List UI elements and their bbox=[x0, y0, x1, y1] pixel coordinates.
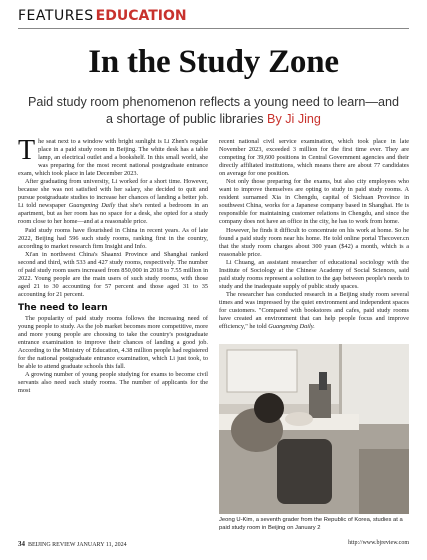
deck-text: Paid study room phenomenon reflects a young need to learn—and a shortage of public libraries bbox=[27, 95, 400, 126]
section-sublabel: EDUCATION bbox=[95, 8, 187, 24]
drop-cap: T bbox=[18, 135, 36, 166]
paragraph: Not only those preparing for the exams, but also city employees who want to improve themselves are opting to study in paid study rooms. A resident surnamed Xia in Chengdu, capital of Sichuan Province in southwest China, works for a Japanese company based in Shanghai. He is responsible for maintaining customer relations in Chengdu, and since the company does not have an office in the city, he has to work from home. bbox=[219, 178, 409, 226]
header-rule bbox=[18, 28, 409, 29]
byline: By Ji Jing bbox=[267, 112, 321, 126]
paragraph: Paid study rooms have flourished in China in recent years. As of late 2022, Beijing had 596 such study rooms, ranking first in the country, according to market research firm Insight and Info. bbox=[18, 226, 208, 250]
paragraph: After graduating from university, Li worked for a short time. However, because she was not satisfied with her salary, she decided to quit and pursue postgraduate studies to increase her chances of landing a better job. Li told newspaper Guangming Daily that she's rented a bedroom in an apartment, but as her room has no space for a desk, she opted for a study room close to her home—and at a reasonable price. bbox=[18, 178, 208, 226]
paragraph: recent national civil service examination, which took place in late November 2023, exceeded 3 million for the first time ever. They are competing for 39,600 positions in Central Government agencies and their directly affiliated institutions, which means there are about 77 candidates on average for one position. bbox=[219, 138, 409, 178]
footer-left bbox=[18, 540, 127, 548]
paragraph: The seat next to a window with bright sunlight is Li Zhen's regular place in a paid study room in Beijing. The white desk has a table lamp, an electrical outlet and a bookshelf. In this small world, she was preparing for the most recent national postgraduate entrance exam, which took place in late December 2023. bbox=[18, 135, 208, 178]
page-number: 34 bbox=[18, 540, 25, 548]
page-footer bbox=[18, 540, 409, 548]
subheading: The need to learn bbox=[18, 302, 108, 313]
section-header bbox=[18, 8, 187, 24]
column-2 bbox=[219, 138, 409, 331]
website-url: http://www.bjreview.com bbox=[348, 540, 409, 546]
article-photo bbox=[219, 344, 409, 514]
paragraph: The researcher has conducted research in a Beijing study room several times and was impressed by the quiet environment and independent spaces for customers. "Compared with bookstores and cafes, paid study rooms have created an environment that can help people focus and improve efficiency," he told Guangming Daily. bbox=[219, 290, 409, 331]
paragraph: The popularity of paid study rooms follows the increasing need of young people to study. As the job market becomes more competitive, more and more young people are choosing to take the country's postgraduate entrance examination to improve their chances of landing a good job. According to the Ministry of Education, 4.38 million people had registered for the national postgraduate entrance examination, which Li just took, to be able to attend graduate schools this fall. bbox=[18, 314, 208, 371]
paragraph: A growing number of young people studying for exams to become civil servants also need such study rooms. The number of applicants for the most bbox=[18, 371, 208, 395]
study-room-photo bbox=[219, 344, 409, 514]
section-label: FEATURES bbox=[18, 8, 94, 24]
photo-caption: Jeong U-Kim, a seventh grader from the Republic of Korea, studies at a paid study room in Beijing on January 2 bbox=[219, 517, 403, 531]
deck bbox=[26, 94, 401, 128]
paragraph: However, he finds it difficult to concentrate on his work at home. So he found a paid study room near his home. He told online portal Thecover.cn that the study room charges about 300 yuan ($42) a month, which is a reasonable price. bbox=[219, 226, 409, 258]
column-1 bbox=[18, 135, 208, 395]
paragraph: Li Chuang, an assistant researcher of educational sociology with the Institute of Sociology at the Chinese Academy of Social Sciences, said paid study rooms represent a solution to the gap between people's needs to study and the inadequate supply of public study spaces. bbox=[219, 258, 409, 290]
paragraph: Xi'an in northwest China's Shaanxi Province and Shanghai ranked second and third, with 533 and 427 study rooms, respectively. The number of paid study room users increased from 850,000 in 2018 to 7.55 million in 2022. Young people are the main users of such study rooms, with those aged 21 to 30 accounting for 57 percent and those aged 31 to 35 accounting for 21 percent. bbox=[18, 250, 208, 298]
publication-line: BEIJING REVIEW JANUARY 11, 2024 bbox=[28, 542, 127, 548]
headline: In the Study Zone bbox=[88, 44, 339, 80]
